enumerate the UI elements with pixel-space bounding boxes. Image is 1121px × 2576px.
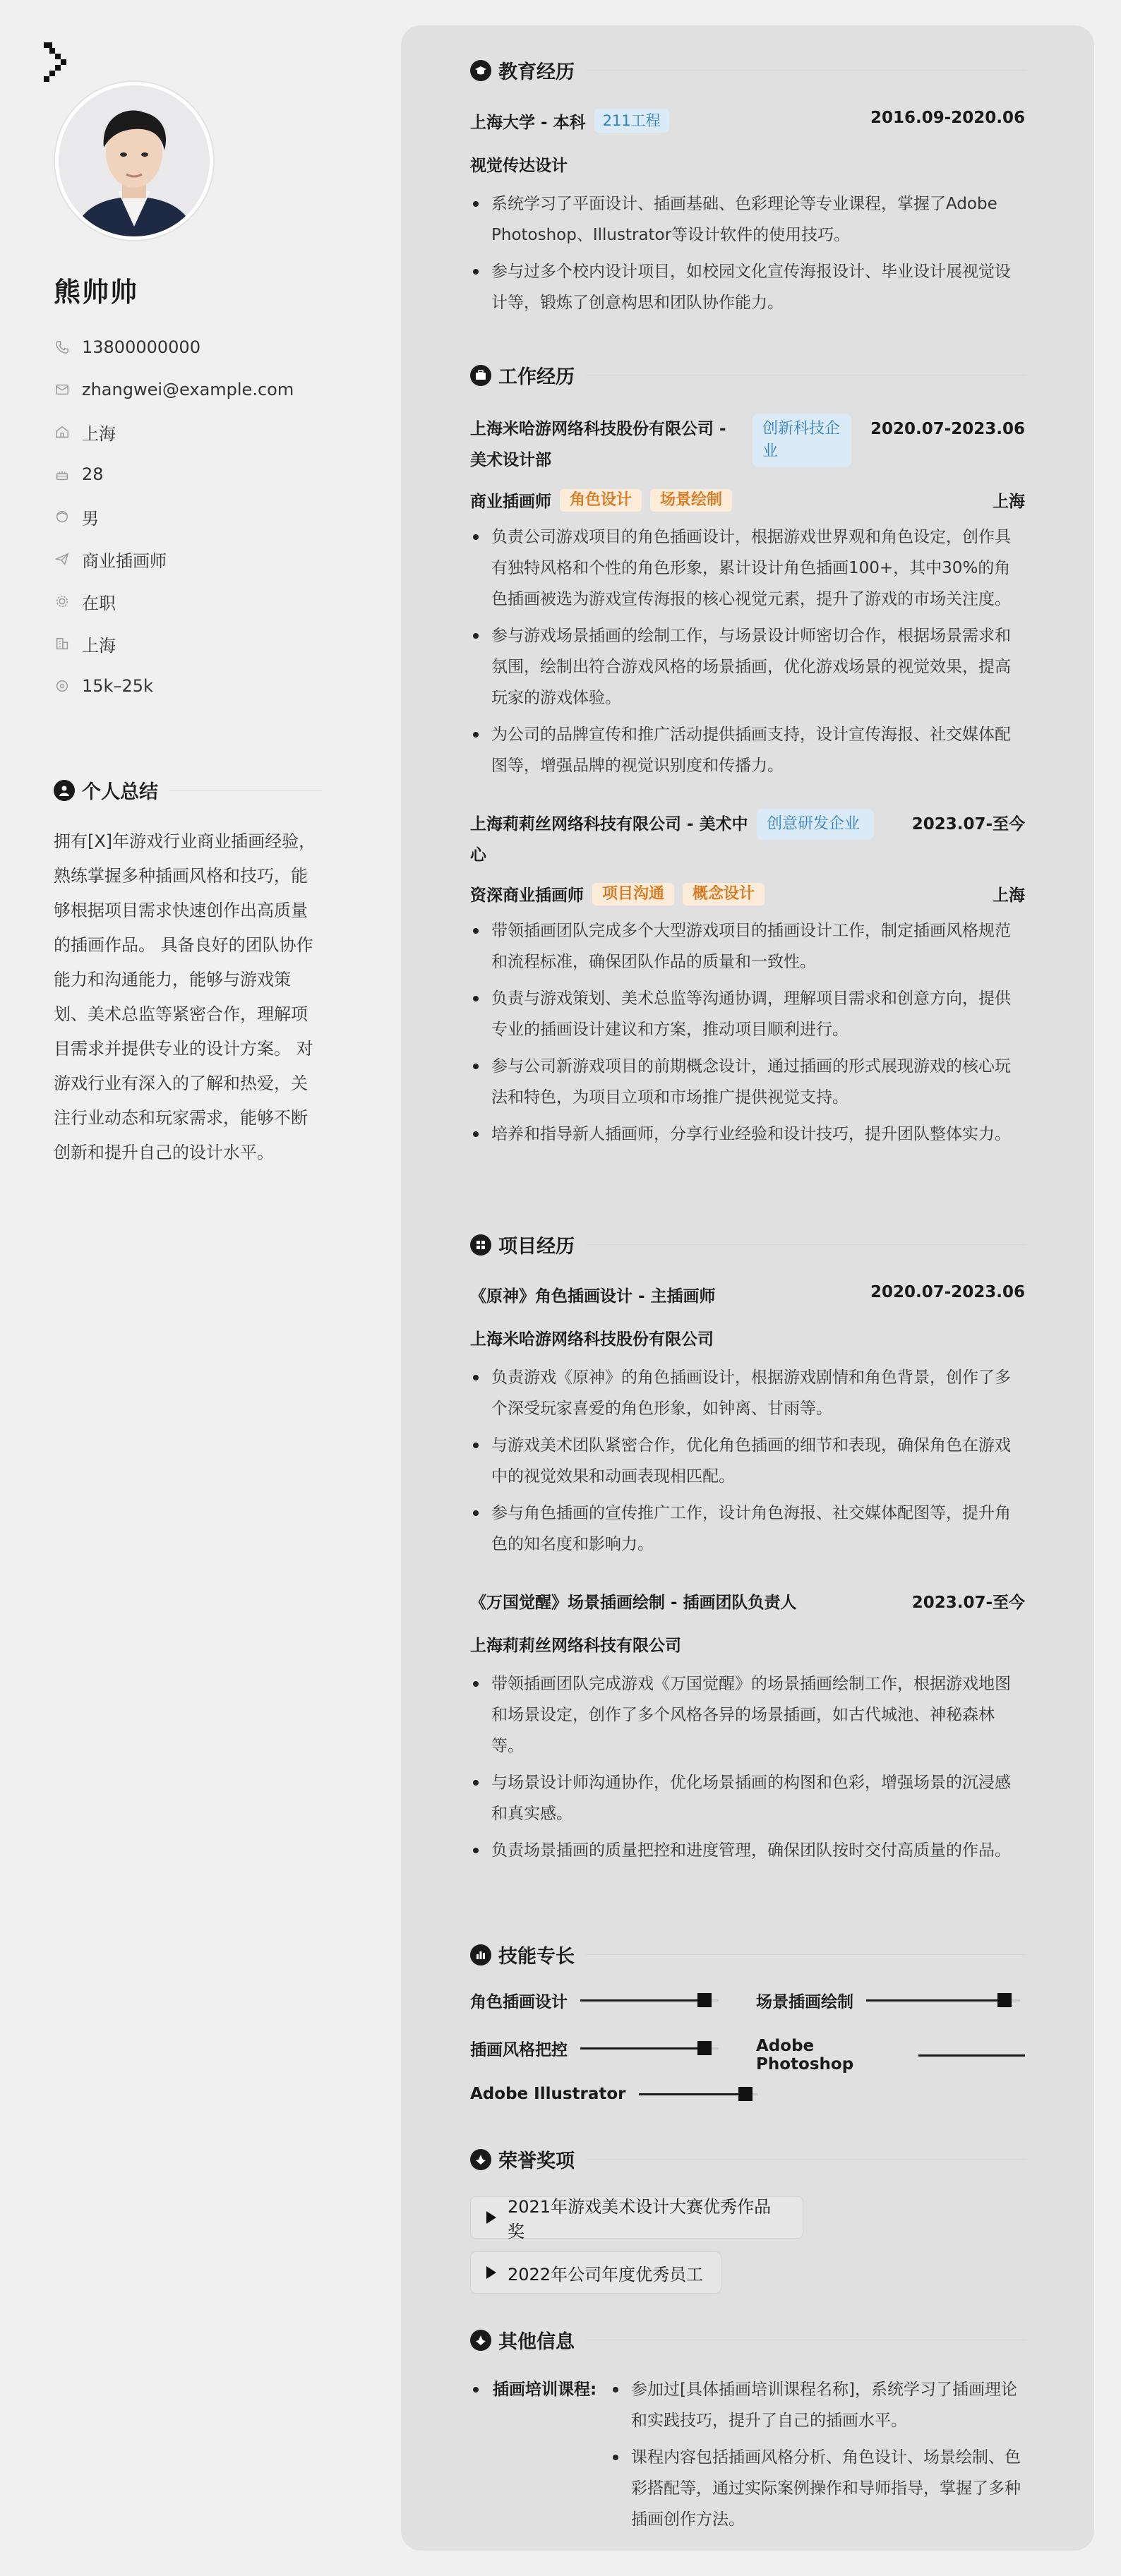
contact-info-list	[54, 326, 322, 707]
job-entry	[470, 414, 1025, 787]
job-role: 商业插画师	[470, 493, 551, 511]
education-tag: 211工程	[594, 109, 669, 133]
info-title-value: 商业插画师	[82, 550, 167, 571]
job-city: 上海	[993, 493, 1025, 511]
info-title	[54, 538, 322, 580]
projects-title: 项目经历	[498, 1236, 575, 1258]
divider	[586, 70, 1025, 71]
award-icon	[470, 2149, 491, 2170]
list-item: 参与公司新游戏项目的前期概念设计，通过插画的形式展现游戏的核心玩法和特色，为项目立项和市场推广提供视觉支持。	[470, 1051, 1025, 1113]
education-title: 教育经历	[498, 61, 575, 83]
summary-text: 拥有[X]年游戏行业商业插画经验，熟练掌握多种插画风格和技巧，能够根据项目需求快速创作出高质量的插画作品。 具备良好的团队协作能力和沟通能力，能够与游戏策划、美术总监等紧密合作，理解项目需求并提供专业的设计方案。 对游戏行业有深入的了解和热爱，关注行业动态和玩家需求，能够不断创新和提升自己的设计水平。	[54, 831, 316, 1162]
info-phone	[54, 326, 322, 368]
info-email-value: zhangwei@example.com	[82, 380, 294, 399]
skills-title: 技能专长	[498, 1946, 575, 1968]
grid-icon	[470, 1234, 491, 1256]
other-entry	[470, 2374, 1025, 2541]
project-company: 上海莉莉丝网络科技有限公司	[470, 1637, 681, 1655]
skill-tag: 角色设计	[560, 489, 642, 512]
job-company-tag: 创新科技企业	[753, 414, 851, 467]
building-icon	[54, 635, 71, 652]
education-date: 2016.09-2020.06	[870, 109, 1025, 127]
skills-icon	[470, 1944, 491, 1966]
info-status	[54, 580, 322, 622]
list-item: 负责公司游戏项目的角色插画设计，根据游戏世界观和角色设定，创作具有独特风格和个性的角色形象，累计设计角色插画100+，其中30%的角色插画被选为游戏宣传海报的核心视觉元素，提升了游戏的市场关注度。	[470, 522, 1025, 615]
skill-level-bar	[580, 2047, 719, 2050]
logo-chevron-icon	[44, 42, 72, 82]
info-icon	[470, 2330, 491, 2351]
education-school: 上海大学 - 本科	[470, 113, 586, 132]
list-item: 参与角色插画的宣传推广工作，设计角色海报、社交媒体配图等，提升角色的知名度和影响力。	[470, 1498, 1025, 1560]
skill-level-bar	[866, 1999, 1020, 2002]
award-item	[470, 2196, 803, 2239]
info-status-value: 在职	[82, 593, 116, 613]
job-company-tag: 创意研发企业	[757, 809, 874, 840]
divider	[586, 1954, 1025, 1955]
info-age	[54, 453, 322, 495]
list-item: 培养和指导新人插画师，分享行业经验和设计技巧，提升团队整体实力。	[470, 1119, 1025, 1150]
project-date: 2023.07-至今	[911, 1594, 1025, 1612]
send-icon	[54, 550, 71, 567]
skill-level-knob	[697, 1993, 712, 2007]
skill-level-knob	[997, 1993, 1012, 2007]
project-name: 《万国觉醒》场景插画绘制 - 插画团队负责人	[470, 1594, 797, 1612]
other-section-header	[470, 2326, 1025, 2354]
list-item: 负责与游戏策划、美术总监等沟通协调，理解项目需求和创意方向，提供专业的插画设计建议和方案，推动项目顺利进行。	[470, 983, 1025, 1045]
play-icon	[486, 2266, 496, 2279]
graduation-cap-icon	[470, 60, 491, 81]
list-item: 负责游戏《原神》的角色插画设计，根据游戏剧情和角色背景，创作了多个深受玩家喜爱的角色形象，如钟离、甘雨等。	[470, 1362, 1025, 1424]
work-section-header	[470, 361, 1025, 389]
skill-name: Adobe Photoshop	[756, 2037, 854, 2074]
job-date: 2023.07-至今	[911, 815, 1025, 833]
info-gender-value: 男	[82, 508, 99, 529]
project-date: 2020.07-2023.06	[870, 1283, 1025, 1301]
info-email	[54, 368, 322, 411]
job-bullets	[470, 522, 1025, 781]
skill-tag: 概念设计	[683, 883, 765, 905]
project-name: 《原神》角色插画设计 - 主插画师	[470, 1287, 716, 1306]
play-icon	[486, 2211, 496, 2224]
skill-tag: 项目沟通	[592, 883, 674, 905]
list-item: 与场景设计师沟通协作，优化场景插画的构图和色彩，增强场景的沉浸感和真实感。	[470, 1767, 1025, 1829]
job-role: 资深商业插画师	[470, 886, 584, 905]
other-title: 其他信息	[498, 2331, 575, 2353]
project-bullets	[470, 1362, 1025, 1560]
skill-row	[756, 1989, 1020, 2012]
skill-name: 插画风格把控	[470, 2041, 568, 2059]
award-label: 2021年游戏美术设计大赛优秀作品奖	[508, 2197, 772, 2241]
education-bullets	[470, 188, 1025, 318]
skill-row	[470, 1989, 719, 2012]
skill-level-bar	[639, 2093, 757, 2095]
project-bullets	[470, 1668, 1025, 1866]
work-title: 工作经历	[498, 366, 575, 388]
other-label: 插画培训课程:	[493, 2381, 597, 2399]
info-salary-value: 15k–25k	[82, 676, 153, 696]
summary-section-header	[54, 776, 322, 804]
mail-icon	[54, 381, 71, 398]
job-bullets	[470, 915, 1025, 1150]
job-company: 上海米哈游网络科技股份有限公司 - 美术设计部	[470, 420, 726, 469]
info-city-value: 上海	[82, 635, 116, 656]
divider	[586, 1244, 1025, 1245]
list-item: 参加过[具体插画培训课程名称]，系统学习了插画理论和实践技巧，提升了自己的插画水平。	[610, 2374, 1025, 2436]
summary-title: 个人总结	[82, 781, 158, 803]
skill-level-knob	[738, 2087, 753, 2101]
status-gear-icon	[54, 593, 71, 610]
education-section-header	[470, 56, 1025, 84]
skills-section-header	[470, 1941, 1025, 1968]
skill-level-knob	[697, 2041, 712, 2055]
bullet-dot	[473, 2387, 479, 2393]
project-entry	[470, 1589, 1025, 1872]
divider	[586, 2159, 1025, 2160]
profile-name: 熊帅帅	[54, 277, 139, 308]
list-item: 系统学习了平面设计、插画基础、色彩理论等专业课程，掌握了Adobe Photoshop、Illustrator等设计软件的使用技巧。	[470, 188, 1025, 251]
list-item: 带领插画团队完成游戏《万国觉醒》的场景插画绘制工作，根据游戏地图和场景设定，创作了多个风格各异的场景插画，如古代城池、神秘森林等。	[470, 1668, 1025, 1762]
age-icon	[54, 466, 71, 483]
user-icon	[54, 780, 75, 801]
skill-name: Adobe Illustrator	[470, 2085, 626, 2103]
list-item: 课程内容包括插画风格分析、角色设计、场景绘制、色彩搭配等，通过实际案例操作和导师指导，掌握了多种插画创作方法。	[610, 2442, 1025, 2535]
job-company: 上海莉莉丝网络科技有限公司 - 美术中心	[470, 815, 748, 865]
project-company: 上海米哈游网络科技股份有限公司	[470, 1330, 714, 1349]
list-item: 带领插画团队完成多个大型游戏项目的插画设计工作，制定插画风格规范和流程标准，确保团队作品的质量和一致性。	[470, 915, 1025, 977]
awards-title: 荣誉奖项	[498, 2150, 575, 2172]
education-major: 视觉传达设计	[470, 157, 568, 175]
info-age-value: 28	[82, 464, 104, 484]
list-item: 参与游戏场景插画的绘制工作，与场景设计师密切合作，根据场景需求和氛围，绘制出符合游戏风格的场景插画，优化游戏场景的视觉效果，提高玩家的游戏体验。	[470, 620, 1025, 714]
project-entry	[470, 1283, 1025, 1565]
list-item: 负责场景插画的质量把控和进度管理，确保团队按时交付高质量的作品。	[470, 1835, 1025, 1866]
avatar	[55, 82, 213, 240]
skill-tag: 场景绘制	[650, 489, 732, 512]
job-date: 2020.07-2023.06	[870, 420, 1025, 438]
info-location	[54, 411, 322, 453]
salary-icon	[54, 678, 71, 694]
info-salary	[54, 665, 322, 707]
list-item: 为公司的品牌宣传和推广活动提供插画支持，设计宣传海报、社交媒体配图等，增强品牌的视觉识别度和传播力。	[470, 719, 1025, 781]
skill-level-bar	[918, 2054, 1025, 2057]
home-icon	[54, 423, 71, 440]
award-label: 2022年公司年度优秀员工	[508, 2264, 704, 2285]
award-item	[470, 2251, 721, 2294]
briefcase-icon	[470, 365, 491, 386]
job-city: 上海	[993, 886, 1025, 905]
skill-row	[756, 2037, 1025, 2074]
info-phone-value: 13800000000	[82, 337, 200, 357]
skill-name: 角色插画设计	[470, 1993, 568, 2011]
other-bullets	[610, 2374, 1025, 2541]
skill-row	[470, 2037, 719, 2060]
info-city	[54, 622, 322, 665]
awards-section-header	[470, 2145, 1025, 2173]
list-item: 参与过多个校内设计项目，如校园文化宣传海报设计、毕业设计展视觉设计等，锻炼了创意构思和团队协作能力。	[470, 256, 1025, 318]
projects-section-header	[470, 1231, 1025, 1258]
gender-icon	[54, 508, 71, 525]
skill-level-bar	[580, 1999, 719, 2002]
skill-name: 场景插画绘制	[756, 1993, 853, 2011]
job-entry	[470, 809, 1025, 1155]
list-item: 与游戏美术团队紧密合作，优化角色插画的细节和表现，确保角色在游戏中的视觉效果和动画表现相匹配。	[470, 1430, 1025, 1492]
skill-row	[470, 2085, 757, 2103]
education-entry	[470, 109, 1025, 324]
info-location-value: 上海	[82, 423, 116, 444]
phone-icon	[54, 339, 71, 356]
info-gender	[54, 495, 322, 538]
